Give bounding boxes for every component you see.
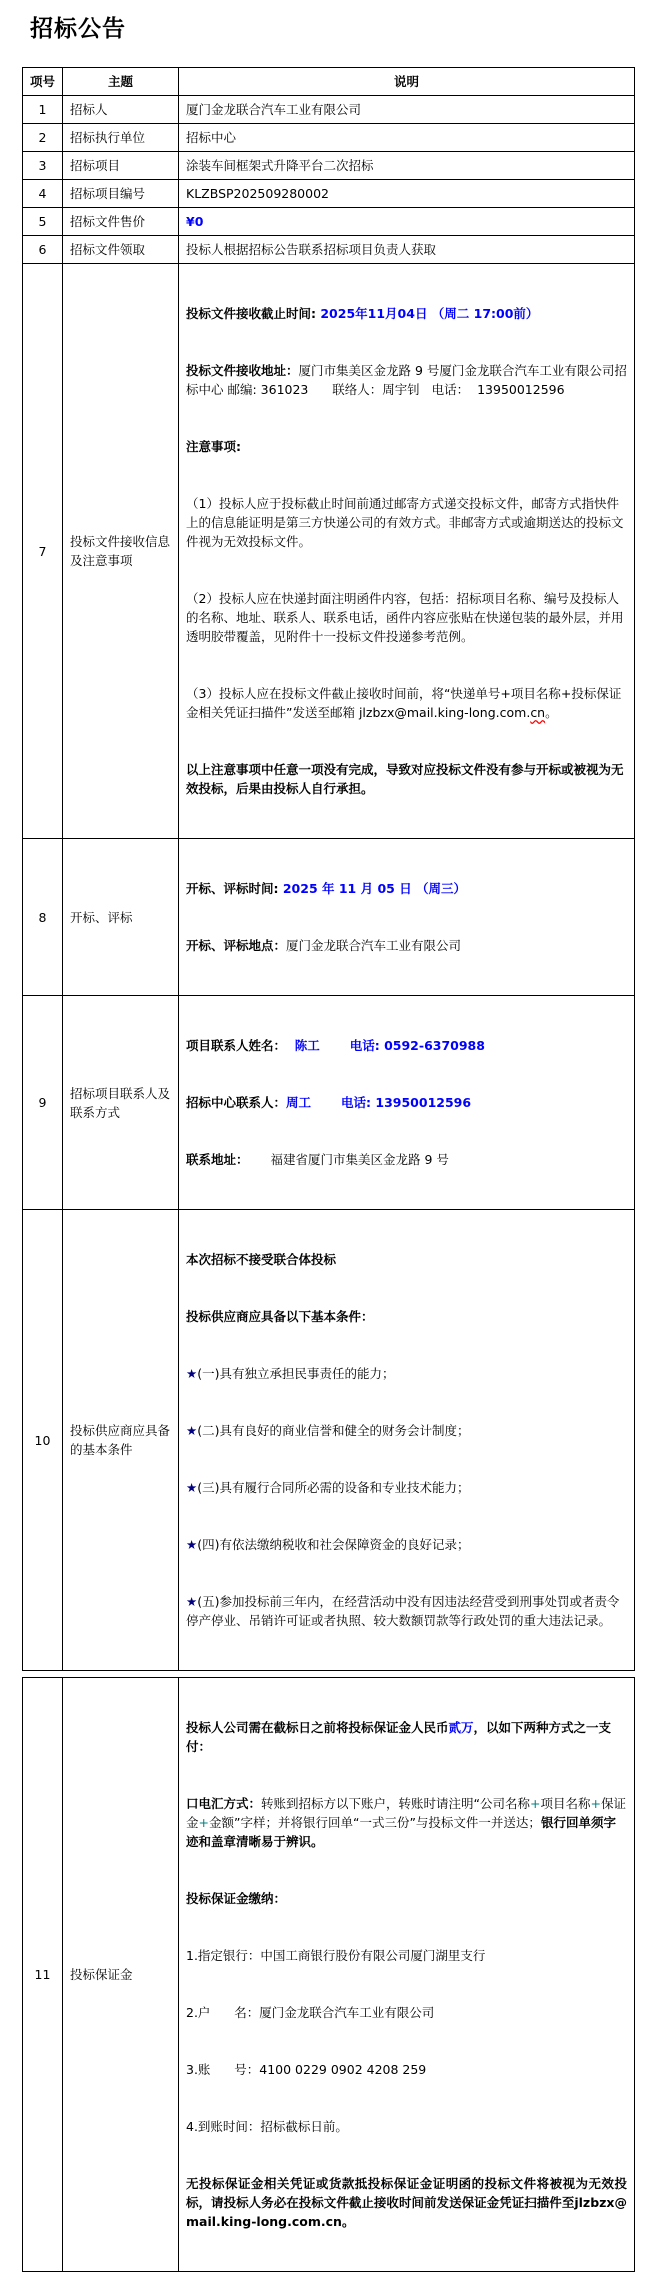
plus-sign: + xyxy=(198,1815,209,1830)
star-icon: ★ xyxy=(186,1537,198,1552)
bond-intro-suffix: ，以如下两种方式之一支付： xyxy=(186,1720,612,1754)
row10-desc xyxy=(179,1210,635,1671)
wire-transfer-line xyxy=(186,1794,627,1851)
contact-address-line xyxy=(186,1150,627,1169)
address-label: 投标文件接收地址： xyxy=(186,363,299,378)
account-number-line: 3.账 号：4100 0229 0902 4208 259 xyxy=(186,2062,427,2077)
row5-no: 5 xyxy=(23,208,63,236)
table-row-bid-bond xyxy=(23,1678,635,2272)
row7-subject: 投标文件接收信息及注意事项 xyxy=(63,264,179,839)
bond-intro-prefix: 投标人公司需在截标日之前将投标保证金人民币 xyxy=(186,1720,449,1735)
condition-text-5: (五)参加投标前三年内，在经营活动中没有因违法经营受到刑事处罚或者责令停产停业、吊销许可证或者执照、较大数额罚款等行政处罚的重大违法记录。 xyxy=(186,1594,620,1628)
row6-desc: 投标人根据招标公告联系招标项目负责人获取 xyxy=(179,236,635,264)
project-contact-phone: 电话: 0592-6370988 xyxy=(349,1038,485,1053)
table-row xyxy=(23,152,635,180)
row10-subject: 投标供应商应具备的基本条件 xyxy=(63,1210,179,1671)
opening-place-line xyxy=(186,936,627,955)
star-icon: ★ xyxy=(186,1594,198,1609)
condition-item-5 xyxy=(186,1592,627,1630)
row9-no: 9 xyxy=(23,996,63,1210)
row3-subject: 招标项目 xyxy=(63,152,179,180)
bond-warning-line xyxy=(186,2174,627,2231)
arrival-time-line: 4.到账时间：招标截标日前。 xyxy=(186,2119,348,2134)
opening-time-value: 2025 年 11 月 05 日 （周三） xyxy=(282,881,467,896)
row6-subject: 招标文件领取 xyxy=(63,236,179,264)
star-icon: ★ xyxy=(186,1366,198,1381)
bond-warning-period: 。 xyxy=(341,2214,355,2229)
deadline-line xyxy=(186,304,627,323)
row1-desc: 厦门金龙联合汽车工业有限公司 xyxy=(179,96,635,124)
project-contact-label: 项目联系人姓名： xyxy=(186,1038,295,1053)
condition-item-3 xyxy=(186,1478,627,1497)
contact-address-label: 联系地址： xyxy=(186,1152,249,1167)
star-icon: ★ xyxy=(186,1423,198,1438)
deadline-value: 2025年11月04日 （周二 17:00前） xyxy=(320,306,539,321)
bond-intro-line xyxy=(186,1718,627,1756)
bank-name-line: 1.指定银行：中国工商银行股份有限公司厦门湖里支行 xyxy=(186,1948,486,1963)
bond-amount: 贰万 xyxy=(448,1720,474,1735)
bond-warning-email: jlzbzx@mail.king-long.com.cn xyxy=(186,2195,627,2229)
table-header-row xyxy=(23,68,635,96)
note3-period: 。 xyxy=(545,705,558,720)
row10-no: 10 xyxy=(23,1210,63,1671)
notes-warning: 以上注意事项中任意一项没有完成，导致对应投标文件没有参与开标或被视为无效投标，后果由投标人自行承担。 xyxy=(186,762,624,796)
wire-bold-note: 银行回单须字迹和盖章清晰易于辨识。 xyxy=(186,1815,616,1849)
condition-item-2 xyxy=(186,1421,627,1440)
note-item-2: （2）投标人应在快递封面注明函件内容，包括：招标项目名称、编号及投标人的名称、地址、联系人、联系电话，函件内容应张贴在快递包装的最外层，并用透明胶带覆盖，见附件十一投标文件投递参考范例。 xyxy=(186,591,624,644)
row2-subject: 招标执行单位 xyxy=(63,124,179,152)
row11-subject: 投标保证金 xyxy=(63,1678,179,2272)
notes-heading: 注意事项: xyxy=(186,439,241,454)
condition-text-2: (二)具有良好的商业信誉和健全的财务会计制度； xyxy=(197,1423,470,1438)
bid-bond-table xyxy=(22,1677,635,2272)
row4-desc: KLZBSP202509280002 xyxy=(179,180,635,208)
wire-text-2: 项目名称 xyxy=(540,1796,591,1811)
project-contact-name: 陈工 xyxy=(294,1038,320,1053)
condition-text-4: (四)有依法缴纳税收和社会保障资金的良好记录； xyxy=(197,1537,470,1552)
opening-time-line xyxy=(186,879,627,898)
page-title: 招标公告 xyxy=(30,16,126,42)
row11-desc xyxy=(179,1678,635,2272)
row9-desc xyxy=(179,996,635,1210)
row3-no: 3 xyxy=(23,152,63,180)
row1-no: 1 xyxy=(23,96,63,124)
row2-no: 2 xyxy=(23,124,63,152)
doc-price-value: ¥0 xyxy=(186,214,204,229)
opening-time-label: 开标、评标时间: xyxy=(186,881,283,896)
wire-text-3: 保证金 xyxy=(186,1796,626,1830)
condition-item-1 xyxy=(186,1364,627,1383)
row6-no: 6 xyxy=(23,236,63,264)
note3-text: （3）投标人应在投标文件截止接收时间前，将“快递单号+项目名称+投标保证金相关凭证扫描件”发送至邮箱 xyxy=(186,686,622,720)
email-address: jlzbzx@mail.king-long.com. xyxy=(358,705,531,720)
row2-desc: 招标中心 xyxy=(179,124,635,152)
row8-no: 8 xyxy=(23,839,63,996)
row3-desc: 涂装车间框架式升降平台二次招标 xyxy=(179,152,635,180)
table-row xyxy=(23,124,635,152)
reception-address-line xyxy=(186,361,627,399)
no-consortium-note: 本次招标不接受联合体投标 xyxy=(186,1252,337,1267)
center-contact-name: 周工 xyxy=(286,1095,312,1110)
table-row xyxy=(23,236,635,264)
wire-transfer-label: 口电汇方式： xyxy=(186,1796,262,1811)
tender-info-table xyxy=(22,67,635,1671)
condition-text-1: (一)具有独立承担民事责任的能力； xyxy=(197,1366,395,1381)
table-row xyxy=(23,208,635,236)
project-contact-line xyxy=(186,1036,627,1055)
center-contact-line xyxy=(186,1093,627,1112)
conditions-heading: 投标供应商应具备以下基本条件： xyxy=(186,1309,374,1324)
row7-desc xyxy=(179,264,635,839)
note-item-1: （1）投标人应于投标截止时间前通过邮寄方式递交投标文件，邮寄方式指快件上的信息能证明是第三方快递公司的有效方式。非邮寄方式或逾期送达的投标文件视为无效投标文件。 xyxy=(186,496,624,549)
table-row-bid-opening xyxy=(23,839,635,996)
plus-sign: + xyxy=(530,1796,541,1811)
header-subject: 主题 xyxy=(63,68,179,96)
center-contact-phone: 电话: 13950012596 xyxy=(341,1095,472,1110)
table-row-bid-reception xyxy=(23,264,635,839)
star-icon: ★ xyxy=(186,1480,198,1495)
row8-subject: 开标、评标 xyxy=(63,839,179,996)
bond-warning-text: 无投标保证金相关凭证或货款抵投标保证金证明函的投标文件将被视为无效投标，请投标人务必在投标文件截止接收时间前发送保证金凭证扫描件至 xyxy=(186,2176,627,2210)
row9-subject: 招标项目联系人及联系方式 xyxy=(63,996,179,1210)
email-address-tld: cn xyxy=(530,705,546,720)
opening-place-label: 开标、评标地点： xyxy=(186,938,287,953)
header-item-no: 项号 xyxy=(23,68,63,96)
condition-text-3: (三)具有履行合同所必需的设备和专业技术能力； xyxy=(197,1480,470,1495)
row5-subject: 招标文件售价 xyxy=(63,208,179,236)
condition-item-4 xyxy=(186,1535,627,1554)
note-item-3 xyxy=(186,684,627,722)
table-row xyxy=(23,180,635,208)
row4-subject: 招标项目编号 xyxy=(63,180,179,208)
row8-desc xyxy=(179,839,635,996)
row5-desc xyxy=(179,208,635,236)
table-row xyxy=(23,96,635,124)
account-name-line: 2.户 名：厦门金龙联合汽车工业有限公司 xyxy=(186,2005,435,2020)
deadline-label: 投标文件接收截止时间: xyxy=(186,306,321,321)
center-contact-label: 招标中心联系人： xyxy=(186,1095,287,1110)
plus-sign: + xyxy=(590,1796,601,1811)
wire-text-1: 转账到招标方以下账户，转账时请注明“公司名称 xyxy=(261,1796,530,1811)
opening-place-value: 厦门金龙联合汽车工业有限公司 xyxy=(286,938,462,953)
row4-no: 4 xyxy=(23,180,63,208)
row1-subject: 招标人 xyxy=(63,96,179,124)
header-description: 说明 xyxy=(179,68,635,96)
row7-no: 7 xyxy=(23,264,63,839)
contact-address-value: 福建省厦门市集美区金龙路 9 号 xyxy=(270,1152,449,1167)
address-value: 厦门市集美区金龙路 9 号厦门金龙联合汽车工业有限公司招标中心 邮编: 361023 联络人：周宇钊 电话： 13950012596 xyxy=(186,363,627,397)
wire-text-4: 金额”字样；并将银行回单“一式三份”与投标文件一并送达； xyxy=(209,1815,541,1830)
table-row-contacts xyxy=(23,996,635,1210)
row11-no: 11 xyxy=(23,1678,63,2272)
table-row-supplier-conditions xyxy=(23,1210,635,1671)
bond-payment-heading: 投标保证金缴纳： xyxy=(186,1891,287,1906)
